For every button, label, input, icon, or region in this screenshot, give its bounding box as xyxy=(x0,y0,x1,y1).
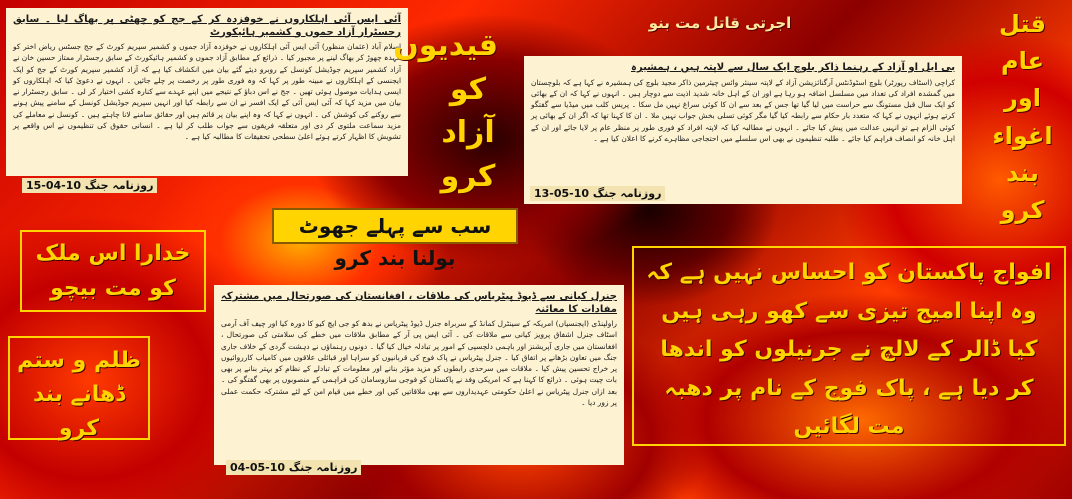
slogan-stop-killing: قتل عام اور اغواء بند کرو xyxy=(992,10,1053,224)
news-clipping-1 xyxy=(6,8,408,176)
article2-date: 13-05-10 xyxy=(534,187,590,200)
article2-headline: بی ایل او آزاد کے رہنما ذاکر بلوچ ایک سال سے لاپتہ ہیں ، ہمشیرہ xyxy=(630,62,955,73)
slogan-dont-sell-country: خدارا اس ملک کو مت بیچو xyxy=(20,230,206,312)
article3-source-name: روزنامہ جنگ xyxy=(288,461,358,474)
article1-date: 15-04-10 xyxy=(26,179,82,192)
article1-headline: آئی ایس آئی اہلکاروں نے خوفزدہ کر کے جج کو چھٹی پر بھاگ لیا ۔ سابق رجسٹرار آزاد جموں و کشمیر ہائیکورٹ xyxy=(13,14,401,38)
article3-source xyxy=(226,460,361,475)
article3-date: 04-05-10 xyxy=(230,461,286,474)
article1-source xyxy=(22,178,157,193)
news-clipping-2 xyxy=(524,56,962,204)
article3-body: راولپنڈی (ایجنسیاں) امریکہ کے سینٹرل کمانڈ کے سربراہ جنرل ڈیوڈ پیٹریاس نے بدھ کو جی ایچ کیو کا دورہ کیا اور چیف آف آرمی اسٹاف جنرل اشفاق پرویز کیانی سے ملاقات کی ۔ آئی ایس پی آر کے مطابق ملاقات میں خطے کی سلامتی کی صورتحال ، افغانستان میں جاری آپریشنز اور باہمی دلچسپی کے امور پر تبادلہ خیال کیا گیا ۔ دونوں رہنماؤں نے دہشت گردی کے خلاف جاری جنگ میں تعاون بڑھانے پر اتفاق کیا ۔ جنرل پیٹریاس نے پاک فوج کی قربانیوں کو سراہا اور قبائلی علاقوں میں کامیاب کارروائیوں پر خراج تحسین پیش کیا ۔ ملاقات میں سرحدی رابطوں کو مزید مؤثر بنانے اور معلومات کے تبادلے کے نظام کو بہتر بنانے پر بھی بات چیت ہوئی ۔ ذرائع کا کہنا ہے کہ امریکی وفد نے پاکستان کو فوجی سازوسامان کی فراہمی کے منصوبوں پر بھی گفتگو کی ۔ بعد ازاں جنرل پیٹریاس نے اعلیٰ حکومتی عہدیداروں سے بھی ملاقاتیں کیں اور خطے میں قیام امن کے لئے مشترکہ حکمت عملی پر زور دیا ۔ xyxy=(221,319,617,407)
slogan-free-prisoners: قیدیوں کو آزاد کرو xyxy=(393,28,498,194)
article2-source-name: روزنامہ جنگ xyxy=(592,187,662,200)
article3-headline: جنرل کیانی سے ڈیوڈ پیٹریاس کی ملاقات ، افغانستان کی صورتحال میں مشترکہ مفادات کا معائنہ xyxy=(221,291,617,315)
news-clipping-3 xyxy=(214,285,624,465)
article1-body: اسلام آباد (عثمان منظور) آئی ایس آئی اہلکاروں نے خوفزدہ آزاد جموں و کشمیر سپریم کورٹ کے جج جسٹس ریاض اختر کو عہدہ چھوڑ کر بھاگ لینے پر مجبور کیا ۔ ذرائع کے مطابق آزاد جموں و کشمیر ہائیکورٹ کے سابق رجسٹرار ممتاز حسین خان نے آزاد کشمیر سپریم جوڈیشل کونسل کے روبرو دیئے گئے بیان میں انکشاف کیا ہے کہ آزاد کشمیر سپریم کورٹ کے جج کو ایک ایجنسی کے اہلکاروں نے مبینہ طور پر کہا کہ وہ فوری طور پر رخصت پر چلے جائیں ۔ انہوں نے دعویٰ کیا کہ اہلکاروں کو ایسی ہدایات موصول ہوئی تھیں ۔ جج نے اس دباؤ کے نتیجے میں اپنے عہدے سے کنارہ کشی اختیار کر لی ۔ سابق رجسٹرار نے بیان میں مزید کہا کہ آئی ایس آئی کے ایک افسر نے ان سے رابطہ کیا اور انہیں سپریم جوڈیشل کونسل کے سامنے پیش ہونے سے روکنے کی کوشش کی ۔ انہوں نے کہا کہ وہ اپنے بیان پر قائم ہیں اور حقائق سامنے لانا چاہتے ہیں ۔ کونسل نے معاملے کی مزید سماعت ملتوی کر دی اور متعلقہ فریقوں سے جواب طلب کر لیا ہے ۔ انسانی حقوق کی تنظیموں نے اس واقعے پر تشویش کا اظہار کرتے ہوئے اعلیٰ سطحی تحقیقات کا مطالبہ کیا ہے ۔ xyxy=(13,42,401,141)
slogan-army-message: افواج پاکستان کو احساس نہیں ہے کہ وہ اپنا امیج تیزی سے کھو رہی ہیں کیا ڈالر کے لالچ نے جرنیلوں کو اندھا کر دیا ہے ، پاک فوج کے نام پر دھبہ مت لگائیں xyxy=(632,246,1066,446)
slogan-stop-lying: سب سے پہلے جھوٹ بولنا بند کرو xyxy=(272,208,518,244)
article1-source-name: روزنامہ جنگ xyxy=(84,179,154,192)
article2-source xyxy=(530,186,665,201)
article2-top-title: اجرتی قاتل مت بنو xyxy=(648,14,792,32)
slogan-stop-oppression: ظلم و ستم ڈھانے بند کرو xyxy=(8,336,150,440)
article2-body: کراچی (اسٹاف رپورٹر) بلوچ اسٹوڈنٹس آرگنائزیشن آزاد کے لاپتہ سینئر وائس چیئرمین ذاکر مجید بلوچ کی ہمشیرہ نے کہا ہے کہ بلوچستان میں گمشدہ افراد کی تعداد میں مسلسل اضافہ ہو رہا ہے اور ان کے اہل خانہ شدید اذیت سے دوچار ہیں ۔ انہوں نے کہا کہ ان کے بھائی کو ایک سال قبل مستونگ سے حراست میں لیا گیا تھا جس کے بعد سے ان کا کوئی سراغ نہیں مل سکا ۔ پریس کلب میں میڈیا سے گفتگو کرتے ہوئے انہوں نے کہا کہ متعدد بار حکام سے رابطہ کیا گیا مگر کوئی تسلی بخش جواب نہیں ملا ۔ ان کا کہنا تھا کہ اگر ان کے بھائی پر کوئی الزام ہے تو انہیں عدالت میں پیش کیا جائے ۔ انہوں نے مطالبہ کیا کہ لاپتہ افراد کو فوری طور پر منظر عام پر لایا جائے اور ان کے اہل خانہ کو انصاف فراہم کیا جائے ۔ طلبہ تنظیموں نے بھی اس سلسلے میں احتجاجی مظاہرے کرنے کا اعلان کیا ہے ۔ xyxy=(531,77,955,143)
